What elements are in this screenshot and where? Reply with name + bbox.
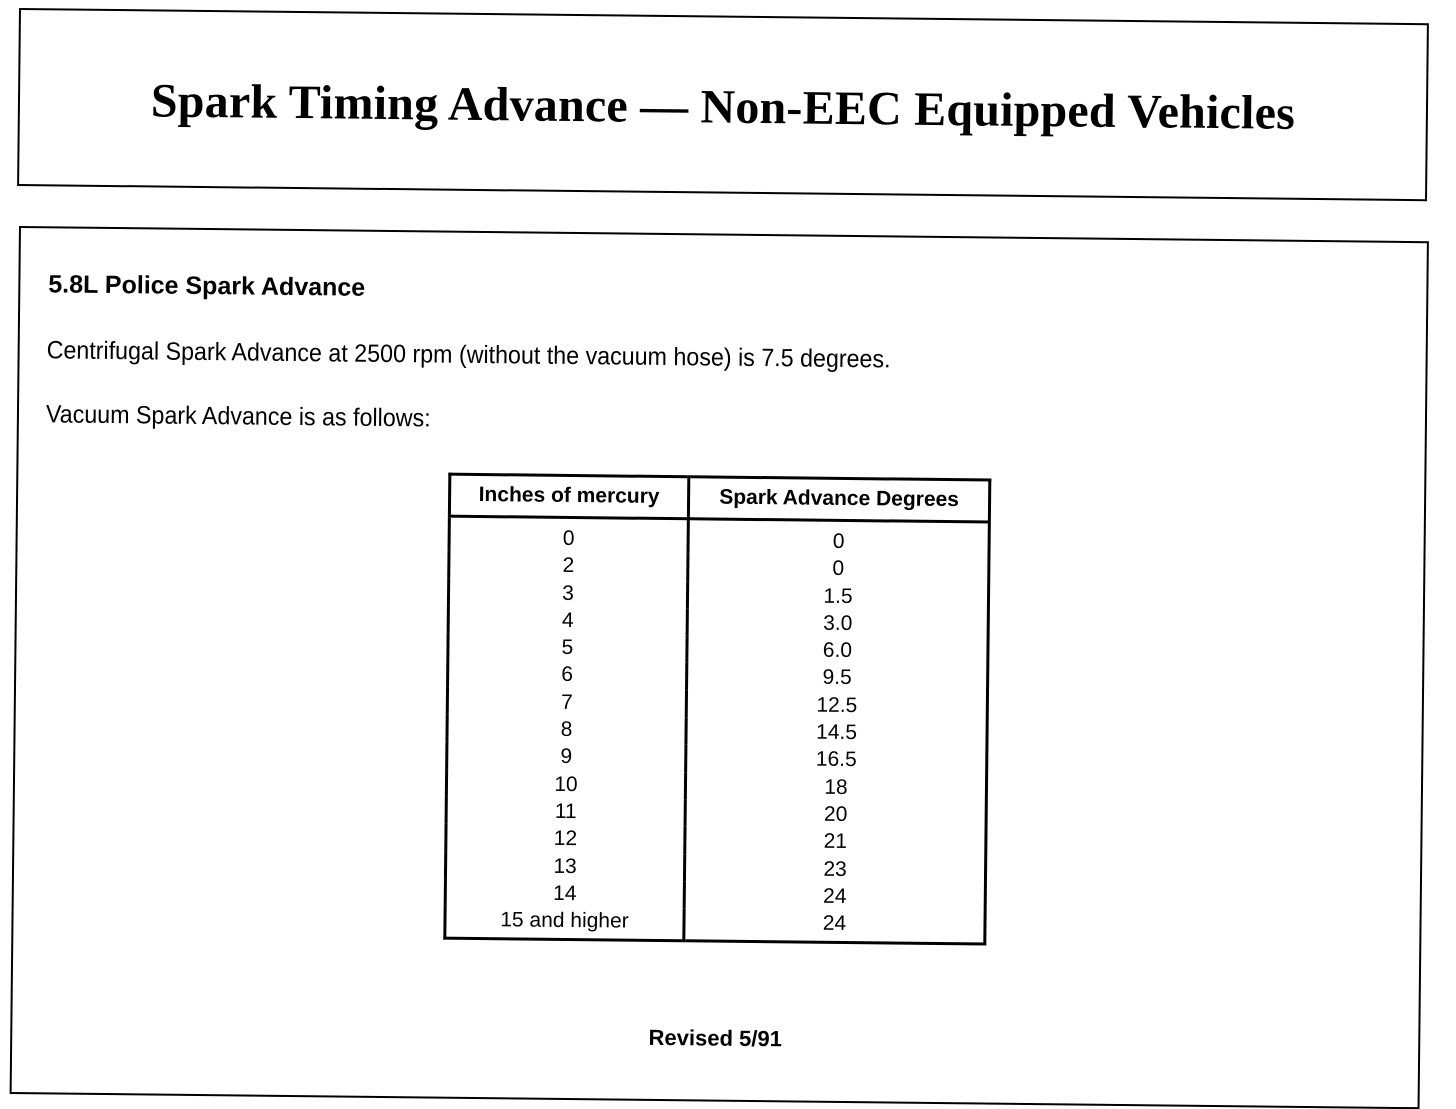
table-row — [449, 516, 989, 557]
cell-degrees: 12.5 — [816, 693, 858, 717]
title-box — [17, 8, 1429, 201]
cell-inches: 6 — [448, 660, 687, 690]
centrifugal-advance-text: Centrifugal Spark Advance at 2500 rpm (without the vacuum hose) is 7.5 degrees. — [46, 336, 891, 374]
cell-degrees: 16.5 — [815, 748, 857, 772]
cell-inches: 10 — [446, 769, 685, 799]
cell-degrees: 14.5 — [816, 720, 858, 745]
vacuum-advance-table-wrap — [443, 473, 991, 946]
vacuum-advance-table — [443, 473, 991, 946]
section-heading: 5.8L Police Spark Advance — [48, 270, 366, 302]
cell-degrees: 0 — [832, 557, 845, 581]
table-row — [445, 906, 985, 945]
cell-degrees: 24 — [822, 884, 847, 908]
cell-inches: 5 — [448, 633, 687, 663]
cell-inches: 8 — [447, 715, 686, 745]
revision-note: Revised 5/91 — [648, 1024, 783, 1052]
cell-inches: 11 — [446, 797, 685, 827]
cell-degrees: 3.0 — [823, 611, 853, 635]
cell-degrees: 9.5 — [822, 666, 852, 690]
header-inches-of-mercury: Inches of mercury — [449, 474, 688, 519]
cell-inches: 7 — [447, 687, 686, 717]
cell-inches: 13 — [445, 851, 684, 881]
cell-degrees: 23 — [823, 857, 847, 881]
cell-degrees: 1.5 — [823, 584, 853, 608]
cell-inches: 0 — [449, 516, 688, 553]
cell-degrees: 20 — [823, 802, 848, 826]
cell-degrees: 0 — [832, 529, 845, 553]
cell-inches: 9 — [447, 742, 686, 772]
content-box — [10, 226, 1429, 1109]
cell-inches: 15 and higher — [445, 906, 684, 941]
cell-degrees: 21 — [823, 830, 848, 854]
cell-inches: 14 — [445, 879, 684, 909]
cell-inches: 2 — [449, 551, 688, 581]
vacuum-advance-intro: Vacuum Spark Advance is as follows: — [45, 400, 431, 433]
page-title: Spark Timing Advance — Non-EEC Equipped Vehicles — [150, 74, 1296, 140]
header-spark-advance-degrees: Spark Advance Degrees — [688, 477, 989, 522]
cell-inches: 4 — [448, 606, 687, 636]
cell-inches: 3 — [448, 578, 687, 608]
cell-degrees: 6.0 — [822, 638, 853, 663]
cell-degrees: 18 — [824, 775, 848, 799]
cell-inches: 12 — [446, 824, 685, 854]
cell-degrees: 24 — [822, 911, 847, 936]
table-header-row — [449, 474, 989, 522]
